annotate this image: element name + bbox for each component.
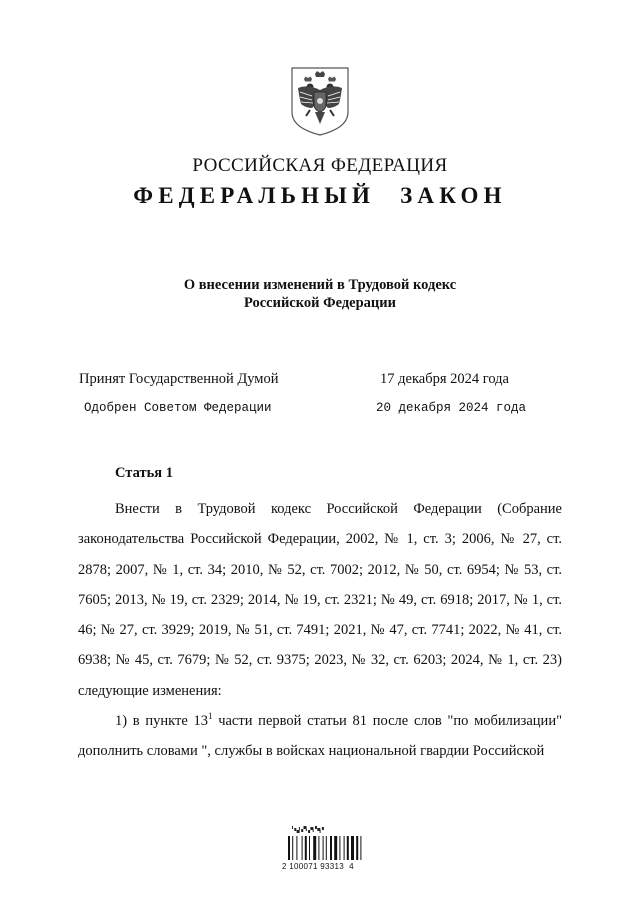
barcode-number: 2 100071 93313 4 [282,862,354,871]
council-approval-label: Одобрен Советом Федерации [84,401,272,415]
state-name: РОССИЙСКАЯ ФЕДЕРАЦИЯ [192,155,448,176]
item-superscript: 1 [207,711,213,722]
council-approval-date: 20 декабря 2024 года [376,401,527,415]
item-prefix: 1) в пункте 13 [115,713,208,730]
law-title [0,276,640,312]
duma-adoption-label: Принят Государственной Думой [79,371,279,387]
item-text: части первой статьи 81 после слов "по мобилизации" дополнить словами ", службы в войсках национальной гвардии Российской [78,713,563,760]
document-type: ФЕДЕРАЛЬНЫЙ ЗАКОН [133,183,507,208]
article-intro-paragraph: Внести в Трудовой кодекс Российской Федерации (Собрание законодательства Российской Федерации, 2002, № 1, ст. 3; 2006, № 27, ст. 2878; 2007, № 1, ст. 34; 2010, № 52, ст. 7002; 2012, № 50, ст. 6954; № 53, ст. 7605; 2013, № 19, ст. 2329; 2014, № 19, ст. 2321; № 49, ст. 6918; 2017, № 1, ст. 46; № 27, ст. 3929; 2019, № 51, ст. 7491; 2021, № 47, ст. 7741; 2022, № 41, ст. 6938; № 45, ст. 7679; № 52, ст. 9375; 2023, № 32, ст. 6203; 2024, № 1, ст. 23) следующие изменения: [78,501,562,699]
duma-adoption-date: 17 декабря 2024 года [380,371,509,387]
barcode-icon [280,822,380,882]
law-title-line: О внесении изменений в Трудовой кодекс [183,277,457,293]
article-heading: Статья 1 [115,465,173,481]
article-item-paragraph [78,706,562,767]
article-body [78,494,562,767]
coat-of-arms-icon [288,64,352,138]
law-title-line: Российской Федерации [243,295,396,311]
